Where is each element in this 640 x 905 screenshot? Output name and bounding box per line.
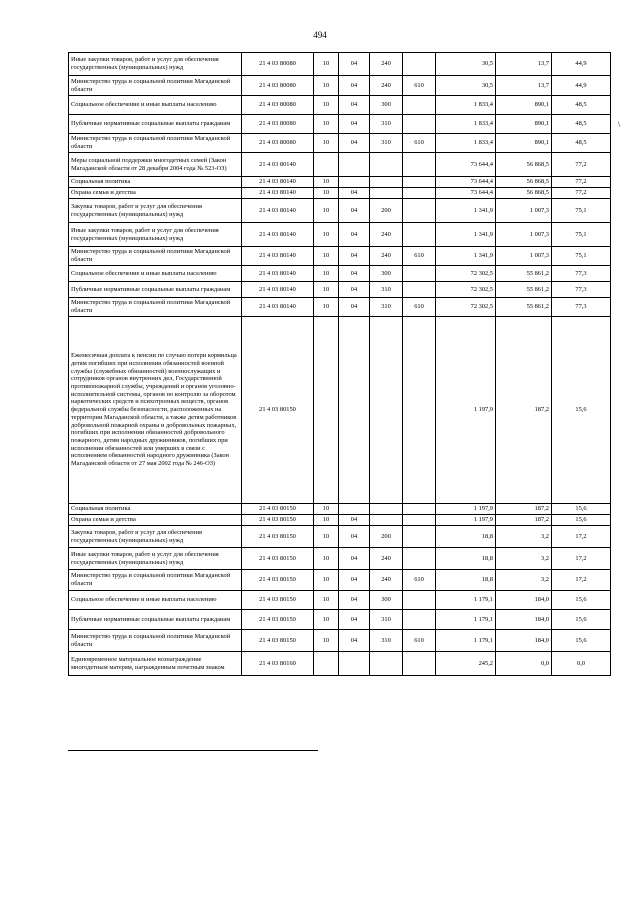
row-name: Министерство труда и социальной политики Магаданской области — [69, 247, 242, 266]
row-fact: 187,2 — [496, 515, 552, 526]
row-percent: 15,6 — [552, 515, 611, 526]
table-row — [69, 515, 611, 526]
row-subsection — [339, 652, 370, 676]
row-percent: 77,2 — [552, 177, 611, 188]
row-fact: 55 861,2 — [496, 298, 552, 317]
row-plan: 245,2 — [436, 652, 496, 676]
row-subsection: 04 — [339, 570, 370, 591]
row-expense-type: 310 — [370, 134, 403, 153]
row-section: 10 — [314, 115, 339, 134]
row-code: 21 4 03 80080 — [242, 53, 314, 76]
row-expense-type: 300 — [370, 591, 403, 610]
row-percent: 15,6 — [552, 317, 611, 504]
row-percent: 77,3 — [552, 298, 611, 317]
row-name: Иные закупки товаров, работ и услуг для обеспечения государственных (муниципальных) нужд — [69, 53, 242, 76]
row-fact: 3,2 — [496, 548, 552, 570]
row-subsection: 04 — [339, 96, 370, 115]
row-code: 21 4 03 80150 — [242, 526, 314, 548]
row-subsection — [339, 177, 370, 188]
row-name: Министерство труда и социальной политики Магаданской области — [69, 76, 242, 96]
row-fact: 56 868,5 — [496, 177, 552, 188]
row-expense-type: 310 — [370, 610, 403, 630]
row-percent: 15,6 — [552, 504, 611, 515]
row-admin-code — [403, 199, 436, 223]
row-name: Социальное обеспечение и иные выплаты населению — [69, 266, 242, 282]
row-plan: 30,5 — [436, 53, 496, 76]
row-code: 21 4 03 80150 — [242, 610, 314, 630]
row-section: 10 — [314, 570, 339, 591]
row-expense-type: 240 — [370, 53, 403, 76]
row-code: 21 4 03 80080 — [242, 76, 314, 96]
table-row — [69, 548, 611, 570]
row-percent: 17,2 — [552, 570, 611, 591]
row-fact: 55 861,2 — [496, 282, 552, 298]
row-code: 21 4 03 80140 — [242, 247, 314, 266]
row-name: Закупка товаров, работ и услуг для обеспечения государственных (муниципальных) нужд — [69, 199, 242, 223]
table-row — [69, 199, 611, 223]
row-name: Иные закупки товаров, работ и услуг для обеспечения государственных (муниципальных) нужд — [69, 548, 242, 570]
row-section: 10 — [314, 526, 339, 548]
row-expense-type: 240 — [370, 76, 403, 96]
row-plan: 1 341,9 — [436, 223, 496, 247]
row-expense-type: 240 — [370, 570, 403, 591]
row-section: 10 — [314, 610, 339, 630]
table-row — [69, 188, 611, 199]
row-name: Охрана семьи и детства — [69, 515, 242, 526]
row-subsection: 04 — [339, 515, 370, 526]
row-subsection — [339, 153, 370, 177]
row-plan: 1 197,9 — [436, 504, 496, 515]
row-percent: 15,6 — [552, 630, 611, 652]
table-row — [69, 298, 611, 317]
table-row — [69, 526, 611, 548]
row-plan: 18,8 — [436, 570, 496, 591]
row-fact: 184,0 — [496, 591, 552, 610]
row-fact: 3,2 — [496, 570, 552, 591]
row-plan: 1 179,1 — [436, 610, 496, 630]
table-body — [69, 53, 611, 676]
row-subsection: 04 — [339, 199, 370, 223]
row-expense-type: 300 — [370, 96, 403, 115]
table-row — [69, 652, 611, 676]
row-admin-code — [403, 223, 436, 247]
row-expense-type: 300 — [370, 266, 403, 282]
row-section: 10 — [314, 591, 339, 610]
row-admin-code — [403, 53, 436, 76]
table-row — [69, 153, 611, 177]
row-subsection: 04 — [339, 247, 370, 266]
row-admin-code — [403, 591, 436, 610]
row-expense-type: 200 — [370, 199, 403, 223]
row-section: 10 — [314, 76, 339, 96]
row-section: 10 — [314, 548, 339, 570]
table-row — [69, 570, 611, 591]
row-subsection: 04 — [339, 134, 370, 153]
row-percent: 0,0 — [552, 652, 611, 676]
row-name: Публичные нормативные социальные выплаты гражданам — [69, 282, 242, 298]
row-percent: 44,9 — [552, 76, 611, 96]
row-admin-code — [403, 177, 436, 188]
row-admin-code — [403, 610, 436, 630]
table-row — [69, 134, 611, 153]
table-row — [69, 177, 611, 188]
row-code: 21 4 03 80150 — [242, 570, 314, 591]
row-subsection: 04 — [339, 266, 370, 282]
row-percent: 75,1 — [552, 223, 611, 247]
row-percent: 48,5 — [552, 115, 611, 134]
row-admin-code: 610 — [403, 76, 436, 96]
row-percent: 77,2 — [552, 188, 611, 199]
row-admin-code: 610 — [403, 298, 436, 317]
row-percent: 48,5 — [552, 96, 611, 115]
row-fact: 890,1 — [496, 115, 552, 134]
row-name: Публичные нормативные социальные выплаты гражданам — [69, 610, 242, 630]
row-code: 21 4 03 80140 — [242, 282, 314, 298]
table-row — [69, 96, 611, 115]
row-admin-code — [403, 504, 436, 515]
row-admin-code — [403, 526, 436, 548]
row-expense-type — [370, 153, 403, 177]
table-row — [69, 76, 611, 96]
table-row — [69, 282, 611, 298]
row-name: Социальное обеспечение и иные выплаты населению — [69, 96, 242, 115]
row-admin-code: 610 — [403, 630, 436, 652]
row-fact: 187,2 — [496, 317, 552, 504]
row-name: Публичные нормативные социальные выплаты гражданам — [69, 115, 242, 134]
row-admin-code: 610 — [403, 570, 436, 591]
row-admin-code — [403, 188, 436, 199]
row-section: 10 — [314, 282, 339, 298]
row-section: 10 — [314, 96, 339, 115]
scan-mark: \ — [618, 120, 621, 129]
row-plan: 1 197,9 — [436, 515, 496, 526]
row-section: 10 — [314, 247, 339, 266]
row-section: 10 — [314, 504, 339, 515]
row-expense-type: 240 — [370, 223, 403, 247]
row-name: Министерство труда и социальной политики Магаданской области — [69, 570, 242, 591]
row-subsection: 04 — [339, 630, 370, 652]
row-expense-type: 310 — [370, 630, 403, 652]
row-admin-code: 610 — [403, 247, 436, 266]
row-expense-type — [370, 188, 403, 199]
table-row — [69, 610, 611, 630]
row-admin-code — [403, 115, 436, 134]
row-section: 10 — [314, 177, 339, 188]
row-code: 21 4 03 80140 — [242, 223, 314, 247]
row-section: 10 — [314, 266, 339, 282]
row-plan: 73 644,4 — [436, 188, 496, 199]
row-expense-type: 200 — [370, 526, 403, 548]
row-fact: 56 868,5 — [496, 153, 552, 177]
row-code: 21 4 03 80140 — [242, 153, 314, 177]
row-code: 21 4 03 80160 — [242, 652, 314, 676]
row-percent: 48,5 — [552, 134, 611, 153]
row-plan: 18,8 — [436, 526, 496, 548]
row-section: 10 — [314, 515, 339, 526]
table-row — [69, 115, 611, 134]
row-name: Меры социальной поддержки многодетных семей (Закон Магаданской области от 28 декабря 2004 года № 523-ОЗ) — [69, 153, 242, 177]
row-code: 21 4 03 80140 — [242, 199, 314, 223]
row-subsection: 04 — [339, 526, 370, 548]
row-fact: 187,2 — [496, 504, 552, 515]
row-expense-type — [370, 317, 403, 504]
row-subsection: 04 — [339, 298, 370, 317]
row-code: 21 4 03 80080 — [242, 115, 314, 134]
row-plan: 1 833,4 — [436, 134, 496, 153]
row-name: Министерство труда и социальной политики Магаданской области — [69, 298, 242, 317]
row-fact: 184,0 — [496, 610, 552, 630]
row-percent: 75,1 — [552, 199, 611, 223]
row-plan: 1 179,1 — [436, 591, 496, 610]
row-name: Социальная политика — [69, 177, 242, 188]
row-name: Охрана семьи и детства — [69, 188, 242, 199]
row-expense-type — [370, 504, 403, 515]
row-name: Социальная политика — [69, 504, 242, 515]
row-expense-type: 310 — [370, 282, 403, 298]
row-code: 21 4 03 80150 — [242, 630, 314, 652]
row-subsection: 04 — [339, 53, 370, 76]
row-name: Министерство труда и социальной политики Магаданской области — [69, 134, 242, 153]
row-admin-code — [403, 153, 436, 177]
row-subsection: 04 — [339, 282, 370, 298]
row-plan: 30,5 — [436, 76, 496, 96]
row-subsection: 04 — [339, 548, 370, 570]
row-section: 10 — [314, 53, 339, 76]
row-code: 21 4 03 80140 — [242, 298, 314, 317]
row-code: 21 4 03 80150 — [242, 504, 314, 515]
row-name: Ежемесячная доплата к пенсии по случаю потери кормильца детям погибших при исполнении обязанностей военной службы (служебных обязанностей) военнослужащих и сотрудников органов внутренних дел, Государственной противопожарной службы, учреждений и органов уголовно-исполнительной системы, органов по контролю за оборотом наркотических средств и психотропных веществ, органов федеральной службы безопасности, расположенных на территории Магаданской области, а также детям работников добровольной пожарной охраны и добровольных пожарных, погибших при исполнении обязанностей добровольного пожарного, детям народных дружинников, погибших при исполнении обязанностей или умерших в связи с исполнением обязанностей народного дружинника (Закон Магаданской области от 27 мая 2002 года № 246-ОЗ) — [69, 317, 242, 504]
row-code: 21 4 03 80080 — [242, 96, 314, 115]
table-row — [69, 591, 611, 610]
row-section — [314, 153, 339, 177]
row-percent: 77,2 — [552, 153, 611, 177]
row-plan: 18,8 — [436, 548, 496, 570]
row-fact: 1 007,3 — [496, 199, 552, 223]
row-section: 10 — [314, 188, 339, 199]
row-fact: 13,7 — [496, 76, 552, 96]
row-percent: 17,2 — [552, 526, 611, 548]
page-number: 494 — [313, 30, 327, 40]
row-admin-code — [403, 548, 436, 570]
row-subsection: 04 — [339, 115, 370, 134]
row-plan: 1 833,4 — [436, 96, 496, 115]
row-code: 21 4 03 80080 — [242, 134, 314, 153]
row-code: 21 4 03 80150 — [242, 515, 314, 526]
row-admin-code — [403, 282, 436, 298]
row-percent: 75,1 — [552, 247, 611, 266]
row-fact: 55 861,2 — [496, 266, 552, 282]
row-section: 10 — [314, 223, 339, 247]
row-fact: 890,1 — [496, 134, 552, 153]
row-fact: 56 868,5 — [496, 188, 552, 199]
row-admin-code — [403, 317, 436, 504]
row-percent: 15,6 — [552, 610, 611, 630]
row-plan: 1 833,4 — [436, 115, 496, 134]
table-row — [69, 630, 611, 652]
row-fact: 0,0 — [496, 652, 552, 676]
row-plan: 1 341,9 — [436, 199, 496, 223]
table-row — [69, 266, 611, 282]
row-percent: 77,3 — [552, 282, 611, 298]
row-expense-type — [370, 177, 403, 188]
row-section: 10 — [314, 298, 339, 317]
table-row — [69, 504, 611, 515]
row-admin-code — [403, 515, 436, 526]
row-subsection: 04 — [339, 76, 370, 96]
row-percent: 77,3 — [552, 266, 611, 282]
row-section: 10 — [314, 630, 339, 652]
row-subsection: 04 — [339, 223, 370, 247]
table-row — [69, 317, 611, 504]
row-fact: 3,2 — [496, 526, 552, 548]
row-code: 21 4 03 80140 — [242, 266, 314, 282]
row-subsection — [339, 504, 370, 515]
row-subsection: 04 — [339, 610, 370, 630]
row-plan: 72 302,5 — [436, 282, 496, 298]
row-fact: 13,7 — [496, 53, 552, 76]
row-plan: 72 302,5 — [436, 266, 496, 282]
row-plan: 73 644,4 — [436, 153, 496, 177]
row-percent: 44,9 — [552, 53, 611, 76]
row-subsection: 04 — [339, 188, 370, 199]
row-code: 21 4 03 80150 — [242, 591, 314, 610]
row-name: Единовременное материальное вознаграждение многодетным матерям, награжденным почетным знаком — [69, 652, 242, 676]
budget-table — [68, 52, 611, 676]
row-subsection — [339, 317, 370, 504]
row-plan: 72 302,5 — [436, 298, 496, 317]
row-expense-type: 310 — [370, 298, 403, 317]
row-section — [314, 652, 339, 676]
row-expense-type: 240 — [370, 548, 403, 570]
row-code: 21 4 03 80140 — [242, 177, 314, 188]
table-row — [69, 247, 611, 266]
row-plan: 73 644,4 — [436, 177, 496, 188]
row-name: Министерство труда и социальной политики Магаданской области — [69, 630, 242, 652]
row-section: 10 — [314, 199, 339, 223]
row-expense-type: 310 — [370, 115, 403, 134]
row-section — [314, 317, 339, 504]
row-plan: 1 197,9 — [436, 317, 496, 504]
row-code: 21 4 03 80150 — [242, 548, 314, 570]
row-section: 10 — [314, 134, 339, 153]
row-name: Закупка товаров, работ и услуг для обеспечения государственных (муниципальных) нужд — [69, 526, 242, 548]
row-admin-code — [403, 652, 436, 676]
footer-divider — [68, 750, 318, 751]
row-expense-type: 240 — [370, 247, 403, 266]
row-admin-code: 610 — [403, 134, 436, 153]
row-plan: 1 341,9 — [436, 247, 496, 266]
row-plan: 1 179,1 — [436, 630, 496, 652]
row-percent: 17,2 — [552, 548, 611, 570]
table-row — [69, 223, 611, 247]
table-row — [69, 53, 611, 76]
row-name: Социальное обеспечение и иные выплаты населению — [69, 591, 242, 610]
row-fact: 1 007,3 — [496, 223, 552, 247]
row-admin-code — [403, 266, 436, 282]
row-admin-code — [403, 96, 436, 115]
row-subsection: 04 — [339, 591, 370, 610]
row-fact: 1 007,3 — [496, 247, 552, 266]
row-expense-type — [370, 652, 403, 676]
row-percent: 15,6 — [552, 591, 611, 610]
row-name: Иные закупки товаров, работ и услуг для обеспечения государственных (муниципальных) нужд — [69, 223, 242, 247]
row-fact: 184,0 — [496, 630, 552, 652]
row-expense-type — [370, 515, 403, 526]
row-fact: 890,1 — [496, 96, 552, 115]
row-code: 21 4 03 80150 — [242, 317, 314, 504]
row-code: 21 4 03 80140 — [242, 188, 314, 199]
